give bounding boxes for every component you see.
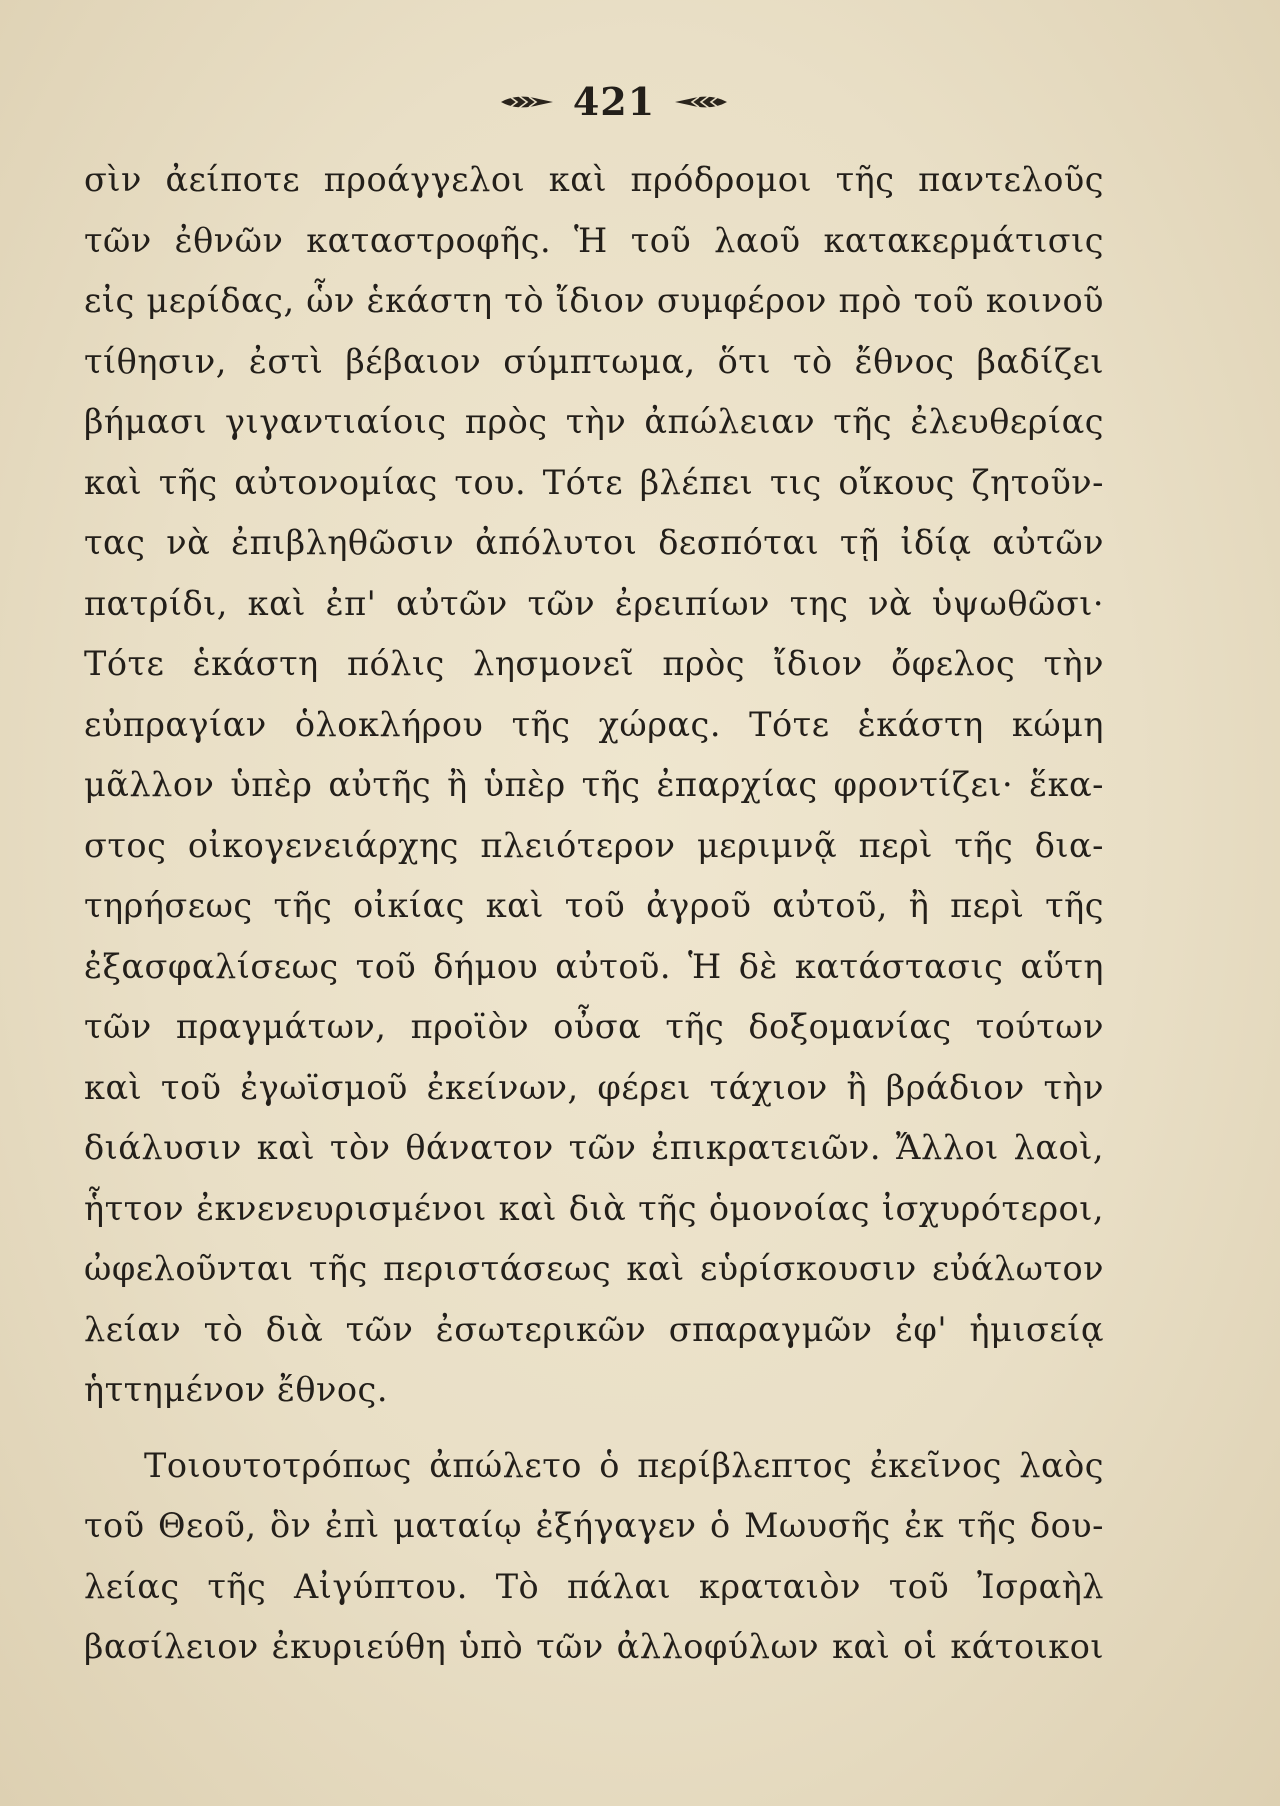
text-line: ἡττημένον ἔθνος. [84,1370,388,1409]
text-line: σὶν ἀείποτε προάγγελοι καὶ πρόδρομοι τῆς παντελοῦς [84,160,1104,199]
text-line: βήμασι γιγαντιαίοις πρὸς τὴν ἀπώλειαν τῆς ἐλευθερίας [84,402,1104,441]
text-line: τηρήσεως τῆς οἰκίας καὶ τοῦ ἀγροῦ αὐτοῦ, ἢ περὶ τῆς [84,886,1104,925]
text-line: διάλυσιν καὶ τὸν θάνατον τῶν ἐπικρατειῶν. Ἄλλοι λαοὶ, [84,1128,1104,1167]
text-line: εὐπραγίαν ὁλοκλήρου τῆς χώρας. Τότε ἑκάστη κώμη [84,704,1104,744]
text-line: τῶν ἐθνῶν καταστροφῆς. Ἡ τοῦ λαοῦ κατακερμάτισις [84,220,1104,260]
text-line: εἰς μερίδας, ὧν ἑκάστη τὸ ἴδιον συμφέρον πρὸ τοῦ κοινοῦ [84,281,1104,320]
text-line: στος οἰκογενειάρχης πλειότερον μεριμνᾷ περὶ τῆς δια- [84,825,1104,865]
paragraph [84,1436,1104,1678]
text-line: τίθησιν, ἐστὶ βέβαιον σύμπτωμα, ὅτι τὸ ἔθνος βαδίζει [84,341,1104,381]
left-ornament-icon [499,91,555,113]
text-line: λείας τῆς Αἰγύπτου. Τὸ πάλαι κραταιὸν τοῦ Ἰσραὴλ [84,1566,1104,1606]
text-line: τοῦ Θεοῦ, ὃν ἐπὶ ματαίῳ ἐξήγαγεν ὁ Μωυσῆς ἐκ τῆς δου- [84,1506,1104,1545]
text-line: ὠφελοῦνται τῆς περιστάσεως καὶ εὑρίσκουσιν εὐάλωτον [84,1249,1104,1288]
text-line: καὶ τῆς αὐτονομίας του. Τότε βλέπει τις οἴκους ζητοῦν- [84,462,1104,502]
paragraph [84,150,1104,1421]
page-number: 421 [572,79,656,124]
text-line: μᾶλλον ὑπὲρ αὐτῆς ἢ ὑπὲρ τῆς ἐπαρχίας φροντίζει· ἕκα- [84,765,1104,804]
text-line: βασίλειον ἐκυριεύθη ὑπὸ τῶν ἀλλοφύλων καὶ οἱ κάτοικοι [84,1627,1104,1666]
text-line: τῶν πραγμάτων, προϊὸν οὖσα τῆς δοξομανίας τούτων [84,1007,1104,1046]
text-line: ἧττον ἐκνενευρισμένοι καὶ διὰ τῆς ὁμονοίας ἰσχυρότεροι, [84,1188,1104,1228]
text-line: ἐξασφαλίσεως τοῦ δήμου αὐτοῦ. Ἡ δὲ κατάστασις αὕτη [84,946,1104,986]
text-line: Τότε ἑκάστη πόλις λησμονεῖ πρὸς ἴδιον ὄφελος τὴν [84,644,1104,683]
right-ornament-icon [673,91,729,113]
text-line: πατρίδι, καὶ ἐπ' αὐτῶν τῶν ἐρειπίων της νὰ ὑψωθῶσι· [84,583,1104,623]
page-header [0,72,1280,132]
body-text [84,150,1104,1678]
text-line: λείαν τὸ διὰ τῶν ἐσωτερικῶν σπαραγμῶν ἐφ' ἡμισείᾳ [84,1309,1104,1349]
text-line: Τοιουτοτρόπως ἀπώλετο ὁ περίβλεπτος ἐκεῖνος λαὸς [144,1445,1104,1485]
text-line: καὶ τοῦ ἐγωϊσμοῦ ἐκείνων, φέρει τάχιον ἢ βράδιον τὴν [84,1067,1104,1107]
text-line: τας νὰ ἐπιβληθῶσιν ἀπόλυτοι δεσπόται τῇ ἰδίᾳ αὐτῶν [84,523,1104,562]
